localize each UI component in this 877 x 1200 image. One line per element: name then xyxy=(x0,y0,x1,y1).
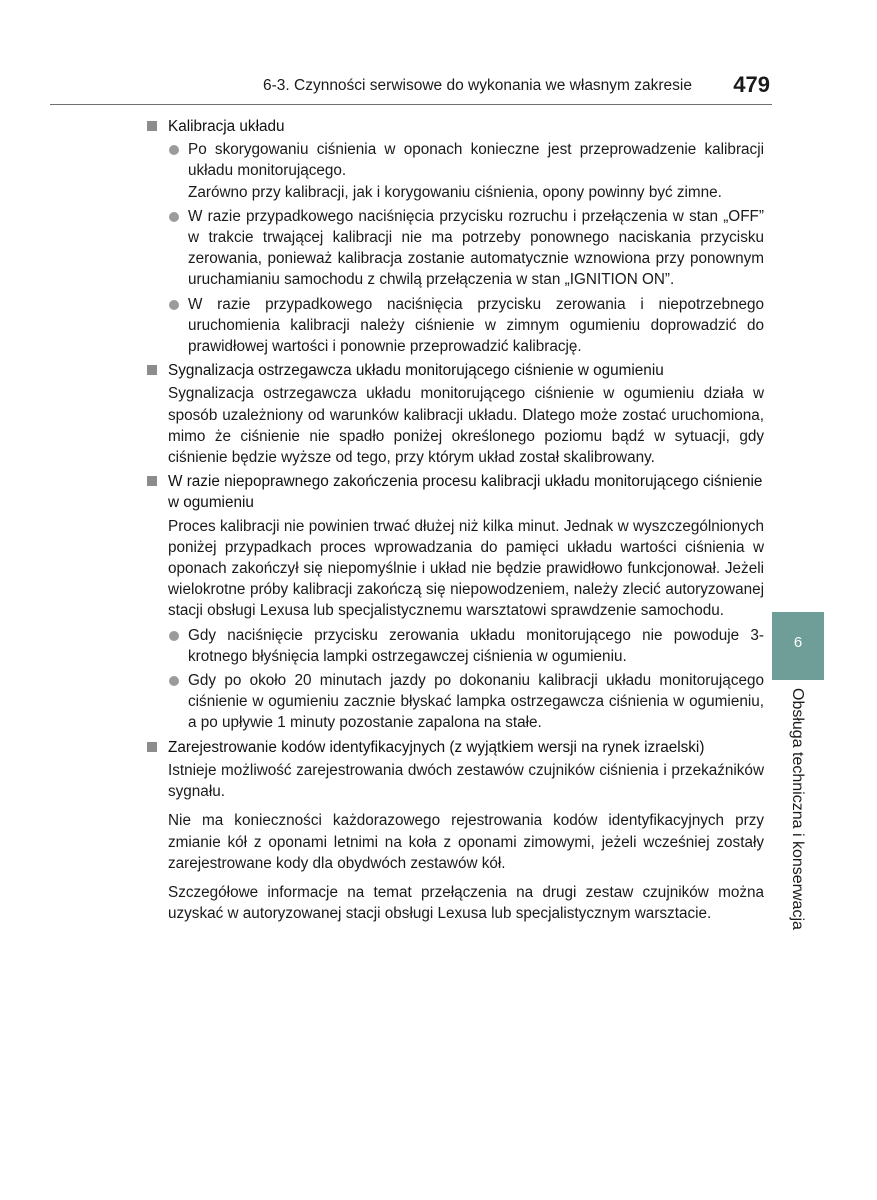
section-kody-identyfikacyjne xyxy=(146,737,764,925)
circle-bullet-icon xyxy=(169,300,179,310)
bullet-list xyxy=(146,625,764,734)
paragraph: Nie ma konieczności każdorazowego rejestrowania kodów identyfikacyjnych przy zmianie kół z oponami letnimi na koła z oponami zimowymi, jeżeli wcześniej zostały zarejestrowane kody dla obydwóch zestawów kół. xyxy=(168,812,764,872)
list-item-text: W razie przypadkowego naciśnięcia przycisku rozruchu i przełączenia w stan „OFF” w trakcie trwającej kalibracji nie ma potrzeby ponownego naciskania przycisku zerowania, ponieważ kalibracja zostanie automatycznie wznowiona przy ponownym uruchamianiu samochodu z chwilą przełączenia w stan „IGNITION ON”. xyxy=(188,207,764,289)
header-title: 6-3. Czynności serwisowe do wykonania we własnym zakresie xyxy=(262,77,692,94)
list-item xyxy=(146,625,764,667)
paragraph: Sygnalizacja ostrzegawcza układu monitorującego ciśnienie w ogumieniu działa w sposób uzależniony od warunków kalibracji układu. Dlatego może zostać uruchomiona, mimo że ciśnienie nie spadło poniżej określonego poziomu bądź w sytuacji, gdy ciśnienie będzie wyższe od tego, przy którym układ został skalibrowany. xyxy=(168,385,764,467)
section-heading xyxy=(146,116,764,137)
square-bullet-icon xyxy=(147,742,157,752)
list-item xyxy=(146,294,764,358)
paragraph: Szczegółowe informacje na temat przełączenia na drugi zestaw czujników można uzyskać w autoryzowanej stacji obsługi Lexusa lub specjalistycznym warsztacie. xyxy=(168,883,764,923)
bullet-list xyxy=(146,139,764,357)
section-heading-text: Kalibracja układu xyxy=(168,118,285,135)
list-item xyxy=(146,670,764,734)
chapter-label: Obsługa techniczna i konserwacja xyxy=(789,688,806,930)
section-heading xyxy=(146,737,764,758)
list-item-text: Po skorygowaniu ciśnienia w oponach konieczne jest przeprowadzenie kalibracji układu monitorującego. xyxy=(188,141,764,180)
list-item xyxy=(146,206,764,291)
page-number: 479 xyxy=(733,72,770,97)
section-heading-text: Sygnalizacja ostrzegawcza układu monitorującego ciśnienie w ogumieniu xyxy=(168,362,664,380)
circle-bullet-icon xyxy=(169,212,179,222)
section-heading xyxy=(146,360,764,381)
section-niepoprawne-zakonczenie xyxy=(146,471,764,733)
list-item xyxy=(146,139,764,203)
list-item-text: W razie przypadkowego naciśnięcia przycisku zerowania i niepotrzebnego uruchomienia kalibracji należy ciśnienie w zimnym ogumieniu doprowadzić do prawidłowej wartości i ponownie przeprowadzić kalibrację. xyxy=(188,295,764,356)
page-header xyxy=(50,68,772,105)
paragraph: Istnieje możliwość zarejestrowania dwóch zestawów czujników ciśnienia i przekaźników sygnału. xyxy=(168,761,764,801)
circle-bullet-icon xyxy=(169,145,179,155)
square-bullet-icon xyxy=(147,121,157,131)
list-item-text: Gdy naciśnięcie przycisku zerowania układu monitorującego nie powoduje 3-krotnego błyśnięcia lampki ostrzegawczej ciśnienia w ogumieniu. xyxy=(188,626,764,665)
chapter-tab xyxy=(772,612,824,680)
section-heading-text: Zarejestrowanie kodów identyfikacyjnych (z wyjątkiem wersji na rynek izraelski) xyxy=(168,738,705,756)
chapter-number: 6 xyxy=(793,634,803,651)
list-item-text: Gdy po około 20 minutach jazdy po dokonaniu kalibracji układu monitorującego ciśnienie w ogumieniu zacznie błyskać lampka ostrzegawcza ciśnienia w ogumieniu, a po upływie 1 minuty pozostanie zapalona na stałe. xyxy=(188,672,764,732)
square-bullet-icon xyxy=(147,476,157,486)
section-sygnalizacja xyxy=(146,360,764,468)
square-bullet-icon xyxy=(147,365,157,375)
paragraph: Proces kalibracji nie powinien trwać dłużej niż kilka minut. Jednak w wyszczególnionych poniżej przypadkach proces wprowadzania do pamięci układu wartości ciśnienia w oponach zakończył się niepomyślnie i układ nie będzie prawidłowo funkcjonował. Jeżeli wielokrotne próby kalibracji zakończą się niepowodzeniem, należy zlecić autoryzowanej stacji obsługi Lexusa lub specjalistycznemu warsztatowi sprawdzenie samochodu. xyxy=(168,517,764,620)
main-content xyxy=(146,116,764,927)
section-kalibracja xyxy=(146,116,764,357)
section-heading-text: W razie niepoprawnego zakończenia procesu kalibracji układu monitorującego ciśnienie w ogumieniu xyxy=(168,473,763,512)
circle-bullet-icon xyxy=(169,631,179,641)
section-heading xyxy=(146,471,764,513)
circle-bullet-icon xyxy=(169,676,179,686)
list-item-text: Zarówno przy kalibracji, jak i korygowaniu ciśnienia, opony powinny być zimne. xyxy=(188,183,722,201)
